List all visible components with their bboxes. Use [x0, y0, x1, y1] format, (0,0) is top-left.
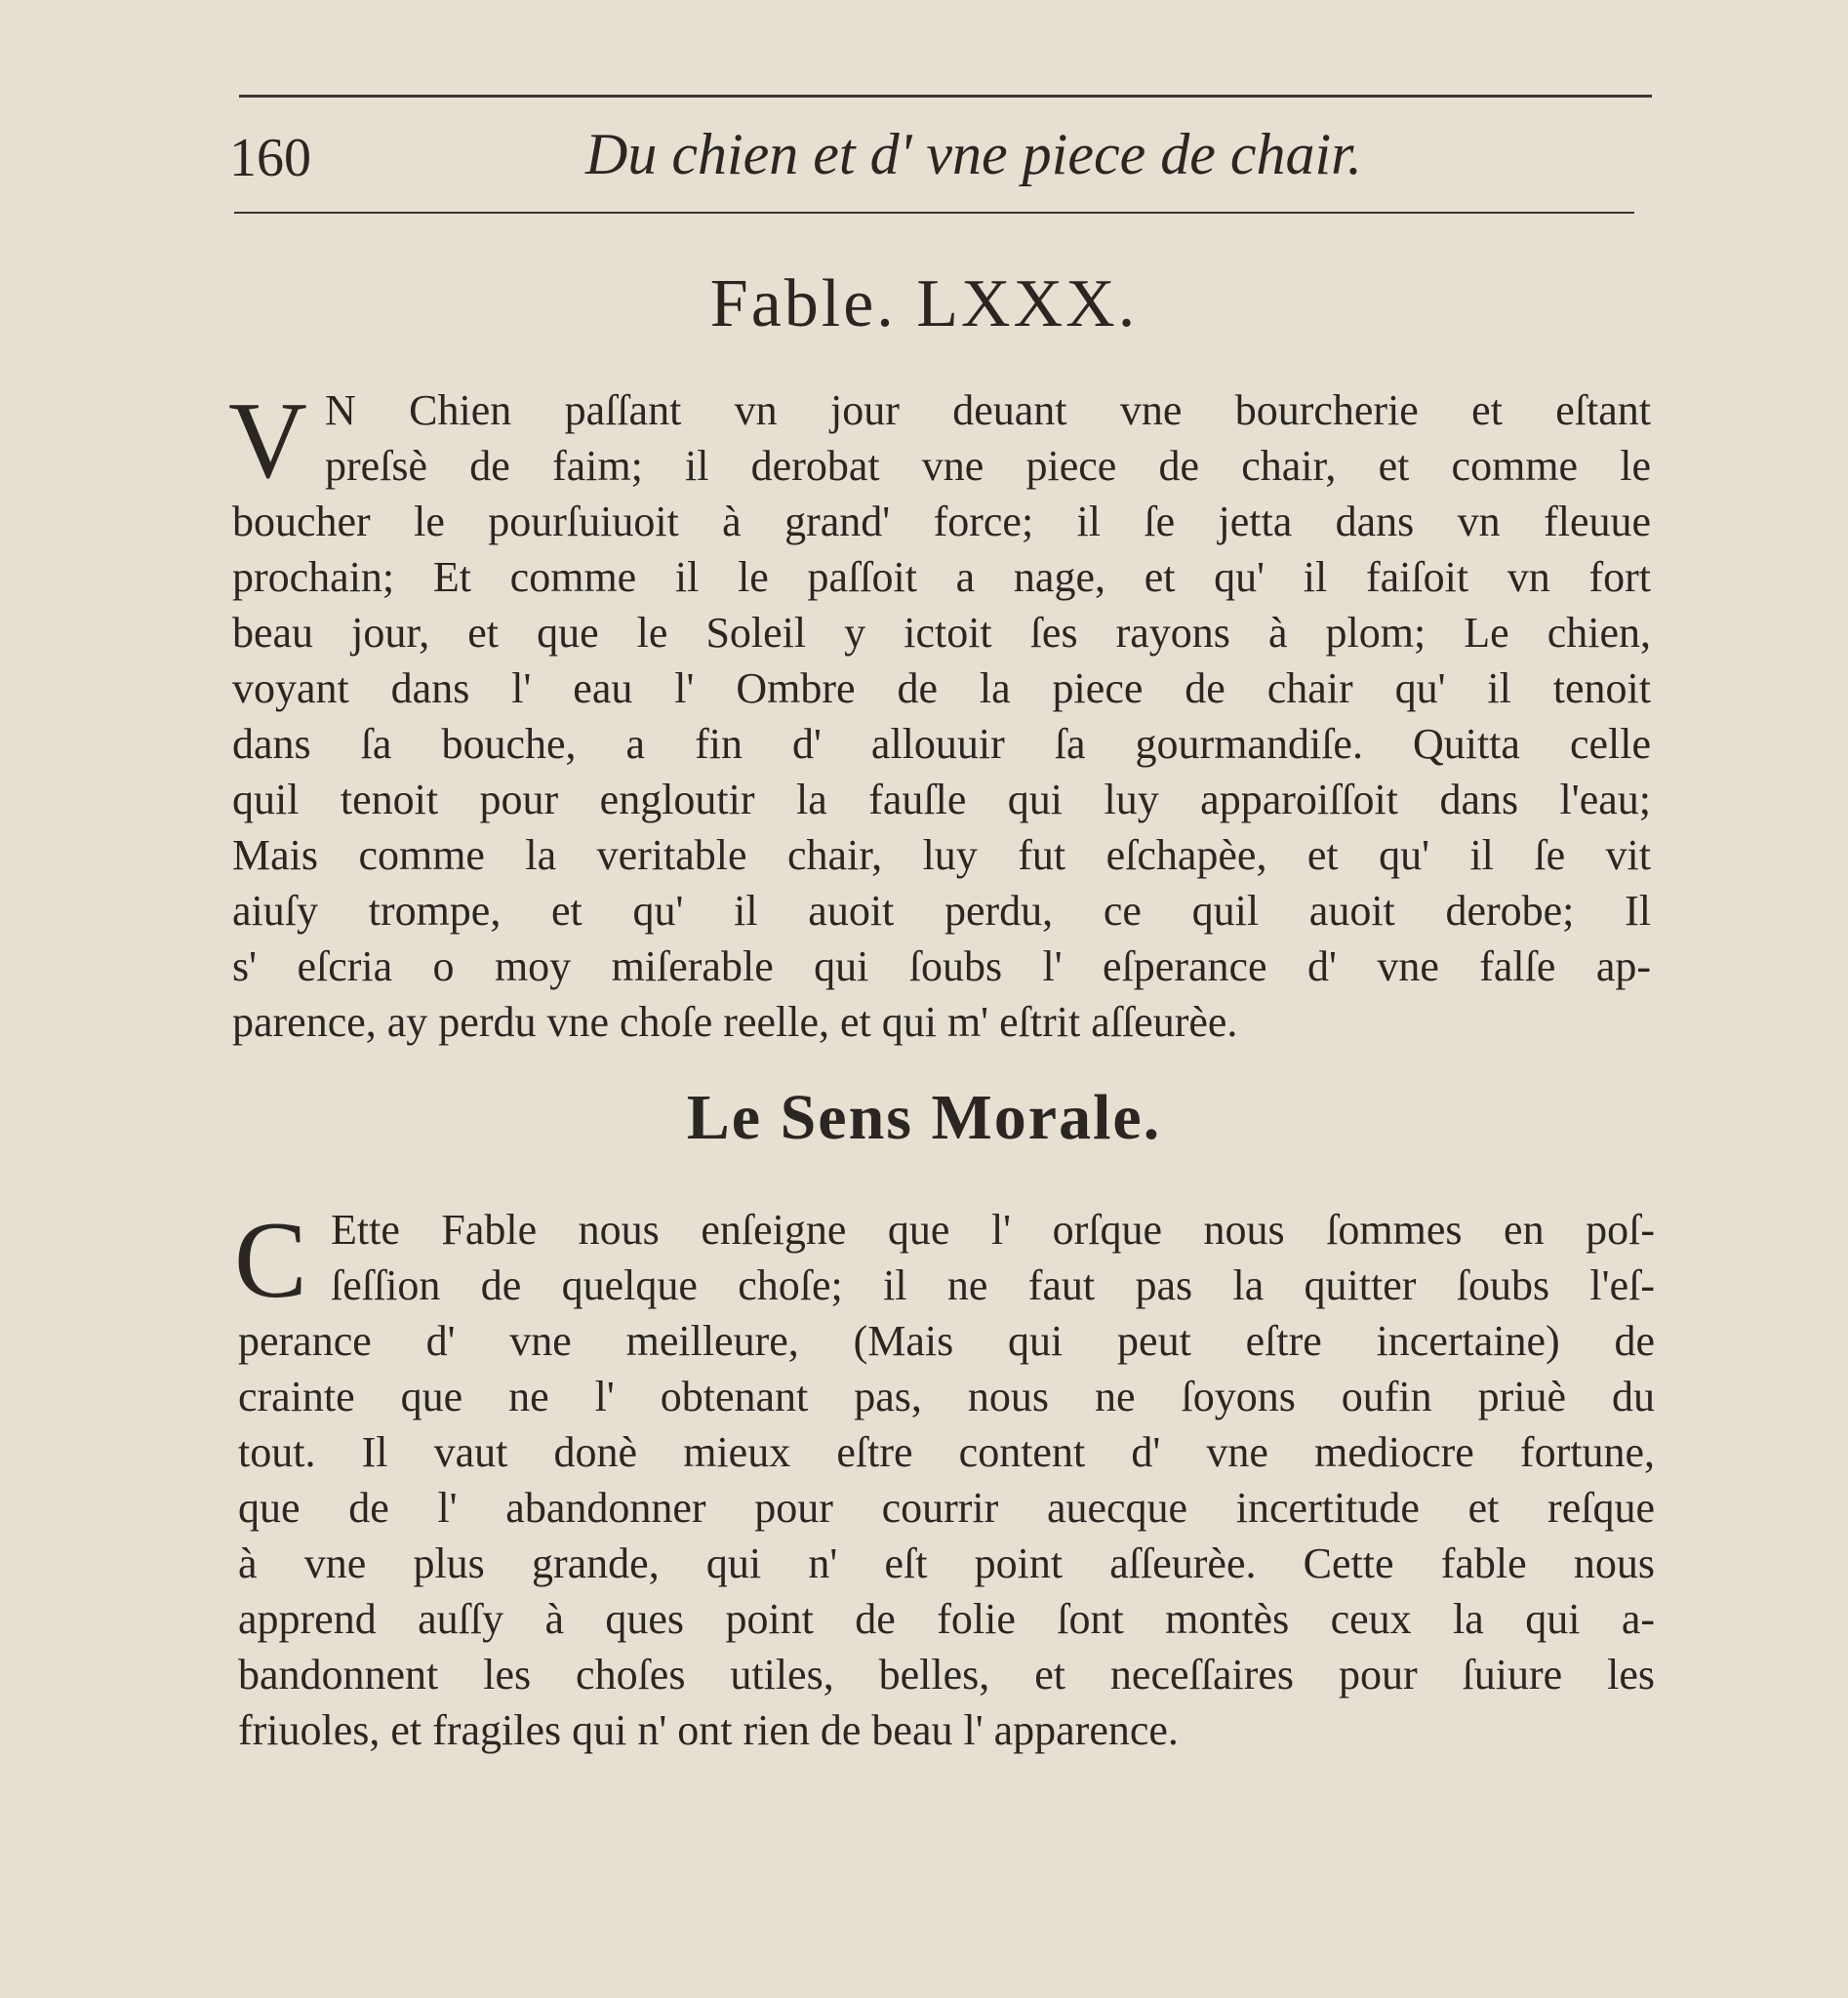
fable-line: aiuſy trompe, et qu' il auoit perdu, ce quil auoit derobe; Il: [232, 887, 1651, 935]
fable-title: Fable. LXXX.: [709, 266, 1139, 341]
moral-line: tout. Il vaut donè mieux eſtre content d' vne mediocre fortune,: [238, 1428, 1655, 1476]
fable-line: prochain; Et comme il le paſſoit a nage, et qu' il faiſoit vn fort: [232, 553, 1651, 601]
fable-line: beau jour, et que le Soleil y ictoit ſes rayons à plom; Le chien,: [232, 609, 1651, 657]
fable-line: parence, ay perdu vne choſe reelle, et qui m' eſtrit aſſeurèe.: [232, 998, 1238, 1046]
moral-line: apprend auſſy à ques point de folie ſont montès ceux la qui a-: [238, 1595, 1655, 1643]
fable-dropcap: V: [228, 380, 307, 501]
moral-line: bandonnent les choſes utiles, belles, et neceſſaires pour ſuiure les: [238, 1651, 1655, 1698]
page-number: 160: [229, 128, 311, 188]
running-title: Du chien et d' vne piece de chair.: [585, 122, 1362, 186]
fable-line: Mais comme la veritable chair, luy fut eſchapèe, et qu' il ſe vit: [232, 831, 1651, 879]
fable-line: s' eſcria o moy miſerable qui ſoubs l' eſperance d' vne falſe ap-: [232, 942, 1651, 990]
fable-line: preſsè de faim; il derobat vne piece de chair, et comme le: [325, 442, 1651, 490]
moral-dropcap: C: [234, 1200, 307, 1321]
fable-line: boucher le pourſuiuoit à grand' force; il ſe jetta dans vn fleuue: [232, 498, 1651, 545]
moral-line: à vne plus grande, qui n' eſt point aſſeurèe. Cette fable nous: [238, 1539, 1655, 1587]
fable-line: voyant dans l' eau l' Ombre de la piece de chair qu' il tenoit: [232, 664, 1651, 712]
fable-text: [228, 380, 1651, 1050]
header-top-rule: [239, 95, 1652, 98]
header-bottom-rule: [234, 212, 1634, 214]
moral-text: [234, 1200, 1655, 1758]
moral-line: friuoles, et fragiles qui n' ont rien de beau l' apparence.: [238, 1706, 1179, 1754]
moral-line: Ette Fable nous enſeigne que l' orſque nous ſommes en poſ-: [331, 1206, 1655, 1254]
moral-line: ſeſſion de quelque choſe; il ne faut pas la quitter ſoubs l'eſ-: [331, 1261, 1655, 1309]
moral-line: crainte que ne l' obtenant pas, nous ne ſoyons oufin priuè du: [238, 1373, 1655, 1420]
fable-line: quil tenoit pour engloutir la fauſle qui luy apparoiſſoit dans l'eau;: [232, 776, 1651, 823]
fable-line: N Chien paſſant vn jour deuant vne bourcherie et eſtant: [325, 386, 1651, 434]
moral-title: Le Sens Morale.: [686, 1082, 1162, 1153]
moral-line: que de l' abandonner pour courrir auecque incertitude et reſque: [238, 1484, 1655, 1532]
moral-line: perance d' vne meilleure, (Mais qui peut eſtre incertaine) de: [238, 1317, 1655, 1365]
fable-line: dans ſa bouche, a fin d' allouuir ſa gourmandiſe. Quitta celle: [232, 720, 1651, 768]
